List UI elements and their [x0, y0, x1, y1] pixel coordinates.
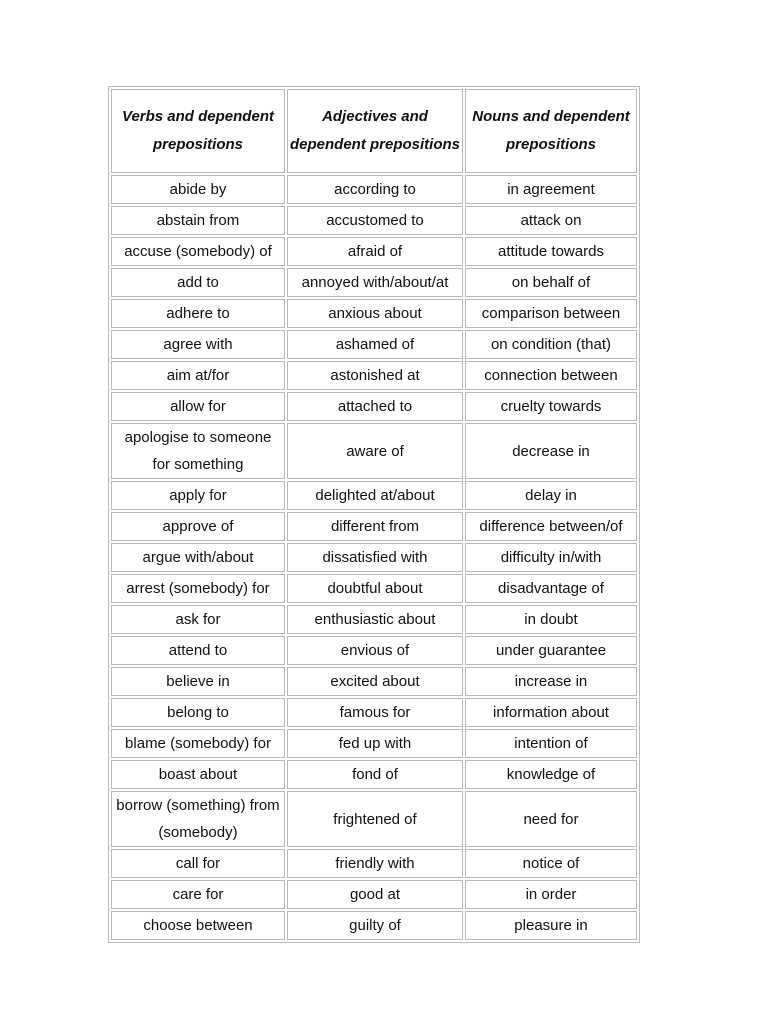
noun-cell: pleasure in	[465, 911, 637, 940]
noun-cell: attitude towards	[465, 237, 637, 266]
noun-cell: delay in	[465, 481, 637, 510]
adjective-cell: fond of	[287, 760, 463, 789]
table-body	[111, 175, 637, 940]
table-row	[111, 791, 637, 847]
adjective-cell: enthusiastic about	[287, 605, 463, 634]
table-row	[111, 543, 637, 572]
verb-cell: ask for	[111, 605, 285, 634]
adjective-cell: anxious about	[287, 299, 463, 328]
document-page	[108, 86, 638, 943]
table-row	[111, 268, 637, 297]
verb-cell: arrest (somebody) for	[111, 574, 285, 603]
noun-cell: on condition (that)	[465, 330, 637, 359]
adjective-cell: accustomed to	[287, 206, 463, 235]
adjective-cell: friendly with	[287, 849, 463, 878]
table-row	[111, 880, 637, 909]
noun-cell: in order	[465, 880, 637, 909]
noun-cell: in agreement	[465, 175, 637, 204]
table-row	[111, 849, 637, 878]
noun-cell: disadvantage of	[465, 574, 637, 603]
verb-cell: choose between	[111, 911, 285, 940]
table-row	[111, 423, 637, 479]
adjective-cell: attached to	[287, 392, 463, 421]
table-row	[111, 698, 637, 727]
header-nouns: Nouns and dependent prepositions	[465, 89, 637, 173]
adjective-cell: envious of	[287, 636, 463, 665]
table-row	[111, 574, 637, 603]
table-row	[111, 760, 637, 789]
adjective-cell: excited about	[287, 667, 463, 696]
verb-cell: aim at/for	[111, 361, 285, 390]
noun-cell: decrease in	[465, 423, 637, 479]
adjective-cell: according to	[287, 175, 463, 204]
table-row	[111, 299, 637, 328]
table-row	[111, 481, 637, 510]
noun-cell: knowledge of	[465, 760, 637, 789]
header-verbs: Verbs and dependent prepositions	[111, 89, 285, 173]
verb-cell: apply for	[111, 481, 285, 510]
table-row	[111, 512, 637, 541]
table-row	[111, 605, 637, 634]
adjective-cell: dissatisfied with	[287, 543, 463, 572]
adjective-cell: good at	[287, 880, 463, 909]
verb-cell: agree with	[111, 330, 285, 359]
verb-cell: accuse (somebody) of	[111, 237, 285, 266]
table-row	[111, 911, 637, 940]
noun-cell: attack on	[465, 206, 637, 235]
verb-cell: blame (somebody) for	[111, 729, 285, 758]
verb-cell: boast about	[111, 760, 285, 789]
table-row	[111, 667, 637, 696]
verb-cell: attend to	[111, 636, 285, 665]
adjective-cell: afraid of	[287, 237, 463, 266]
header-adjectives: Adjectives and dependent prepositions	[287, 89, 463, 173]
noun-cell: comparison between	[465, 299, 637, 328]
verb-cell: adhere to	[111, 299, 285, 328]
table-row	[111, 729, 637, 758]
verb-cell: believe in	[111, 667, 285, 696]
noun-cell: increase in	[465, 667, 637, 696]
adjective-cell: ashamed of	[287, 330, 463, 359]
verb-cell: belong to	[111, 698, 285, 727]
noun-cell: intention of	[465, 729, 637, 758]
noun-cell: notice of	[465, 849, 637, 878]
verb-cell: abstain from	[111, 206, 285, 235]
prepositions-table	[108, 86, 640, 943]
noun-cell: information about	[465, 698, 637, 727]
adjective-cell: delighted at/about	[287, 481, 463, 510]
verb-cell: abide by	[111, 175, 285, 204]
table-row	[111, 636, 637, 665]
table-row	[111, 392, 637, 421]
noun-cell: connection between	[465, 361, 637, 390]
adjective-cell: annoyed with/about/at	[287, 268, 463, 297]
verb-cell: approve of	[111, 512, 285, 541]
table-row	[111, 361, 637, 390]
adjective-cell: famous for	[287, 698, 463, 727]
adjective-cell: frightened of	[287, 791, 463, 847]
table-row	[111, 206, 637, 235]
adjective-cell: guilty of	[287, 911, 463, 940]
adjective-cell: aware of	[287, 423, 463, 479]
verb-cell: apologise to someone for something	[111, 423, 285, 479]
noun-cell: need for	[465, 791, 637, 847]
adjective-cell: different from	[287, 512, 463, 541]
table-row	[111, 237, 637, 266]
verb-cell: call for	[111, 849, 285, 878]
table-header-row	[111, 89, 637, 173]
noun-cell: cruelty towards	[465, 392, 637, 421]
noun-cell: difficulty in/with	[465, 543, 637, 572]
adjective-cell: doubtful about	[287, 574, 463, 603]
adjective-cell: fed up with	[287, 729, 463, 758]
verb-cell: allow for	[111, 392, 285, 421]
noun-cell: under guarantee	[465, 636, 637, 665]
noun-cell: on behalf of	[465, 268, 637, 297]
verb-cell: borrow (something) from (somebody)	[111, 791, 285, 847]
table-row	[111, 175, 637, 204]
table-row	[111, 330, 637, 359]
noun-cell: in doubt	[465, 605, 637, 634]
adjective-cell: astonished at	[287, 361, 463, 390]
verb-cell: add to	[111, 268, 285, 297]
verb-cell: care for	[111, 880, 285, 909]
verb-cell: argue with/about	[111, 543, 285, 572]
noun-cell: difference between/of	[465, 512, 637, 541]
